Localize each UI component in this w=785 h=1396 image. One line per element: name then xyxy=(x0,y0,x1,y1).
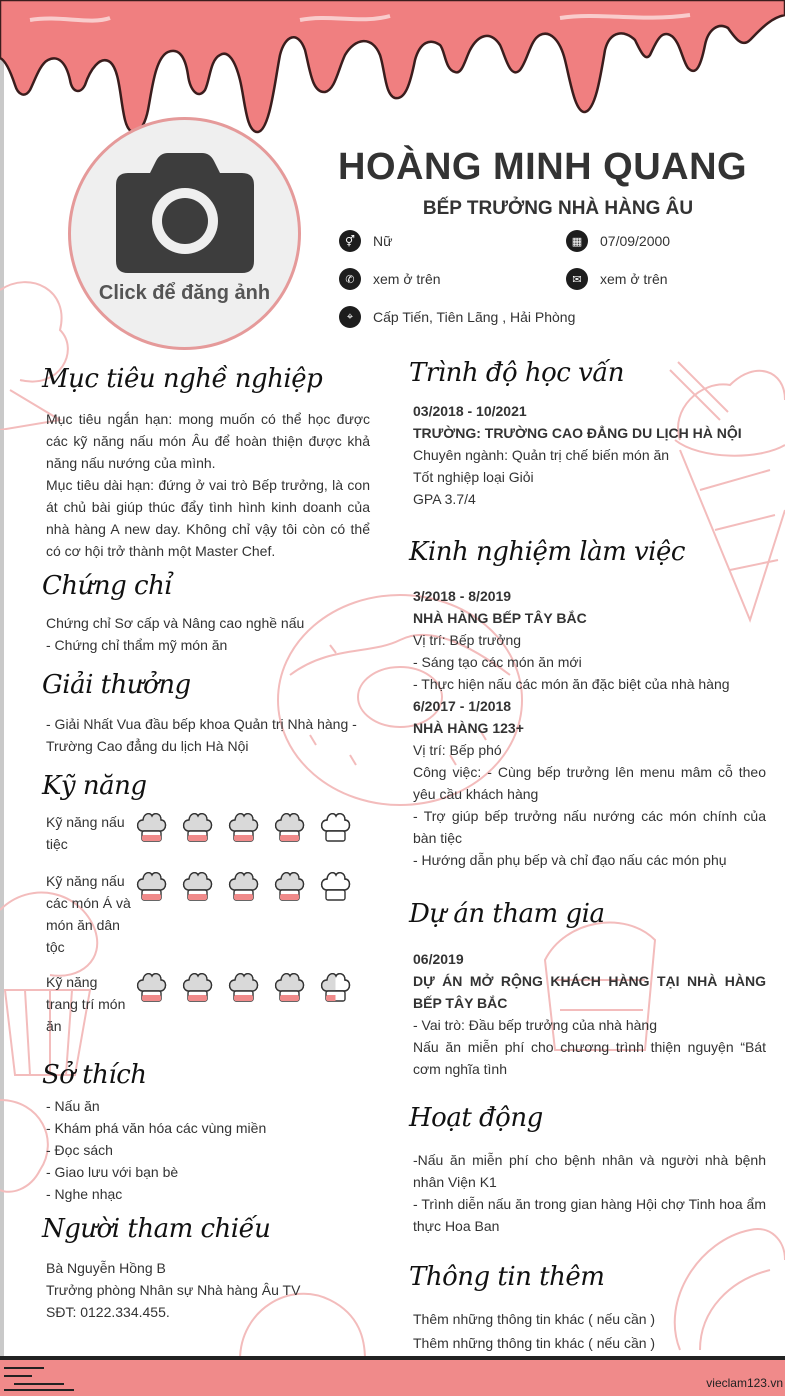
education-school: TRƯỜNG: TRƯỜNG CAO ĐẲNG DU LỊCH HÀ NỘI xyxy=(413,425,742,441)
project-period: 06/2019 xyxy=(413,951,464,967)
education-period: 03/2018 - 10/2021 xyxy=(413,403,527,419)
phone-icon: ✆ xyxy=(339,268,361,290)
hobby-line: - Khám phá văn hóa các vùng miền xyxy=(46,1120,267,1136)
extra-text xyxy=(413,1308,766,1354)
job-title: BẾP TRƯỞNG NHÀ HÀNG ÂU xyxy=(422,198,694,219)
chef-hat-icon xyxy=(274,811,305,843)
gender-value: Nữ xyxy=(373,233,393,249)
education-text xyxy=(413,400,766,510)
chef-hat-icon xyxy=(182,811,213,843)
reference-line: Trưởng phòng Nhân sự Nhà hàng Âu TV xyxy=(46,1282,301,1298)
job-line: - Thực hiện nấu các món ăn đặc biệt của nhà hàng xyxy=(413,676,730,692)
top-drip-decoration xyxy=(0,0,785,150)
chef-hat-icon xyxy=(182,971,213,1003)
chef-hat-icon xyxy=(274,870,305,902)
job-company: NHÀ HÀNG BẾP TÂY BẮC xyxy=(413,610,587,626)
skill-rating xyxy=(136,811,351,843)
extra-heading: Thông tin thêm xyxy=(409,1262,605,1292)
references-text xyxy=(46,1257,370,1323)
reference-line: SĐT: 0122.334.455. xyxy=(46,1304,170,1320)
chef-hat-icon xyxy=(228,811,259,843)
project-title: DỰ ÁN MỞ RỘNG KHÁCH HÀNG TẠI NHÀ HÀNG BẾP TÂY BẮC xyxy=(413,973,766,1011)
extra-line: Thêm những thông tin khác ( nếu cần ) xyxy=(413,1311,656,1327)
footer-site[interactable]: vieclam123.vn xyxy=(706,1376,783,1390)
job-period: 6/2017 - 1/2018 xyxy=(413,698,512,714)
job-line: - Sáng tạo các món ăn mới xyxy=(413,654,582,670)
info-address xyxy=(339,306,575,328)
footer-bar xyxy=(0,1356,785,1396)
job-line: - Trợ giúp bếp trưởng nấu nướng các món chính của bàn tiệc xyxy=(413,808,766,846)
address-value: Cấp Tiến, Tiên Lãng , Hải Phòng xyxy=(373,309,576,325)
skill-rating xyxy=(136,971,351,1003)
references-heading: Người tham chiếu xyxy=(42,1214,271,1244)
education-line: Chuyên ngành: Quản trị chế biến món ăn xyxy=(413,447,670,463)
skill-label: Kỹ năng nấu các món Á và món ăn dân tộc xyxy=(46,873,131,955)
calendar-icon: ▦ xyxy=(566,230,588,252)
career-text xyxy=(46,408,370,562)
reference-line: Bà Nguyễn Hồng B xyxy=(46,1260,166,1276)
award-line: - Giải Nhất Vua đầu bếp khoa Quản trị Nhà hàng - Trường Cao đẳng du lịch Hà Nội xyxy=(46,716,357,754)
project-line: - Vai trò: Đầu bếp trưởng của nhà hàng xyxy=(413,1017,657,1033)
skill-label: Kỹ năng trang trí món ăn xyxy=(46,974,126,1034)
phone-value: xem ở trên xyxy=(373,271,441,287)
photo-upload-label: Click để đăng ảnh xyxy=(98,282,271,304)
skill-row xyxy=(46,870,356,960)
projects-text xyxy=(413,948,766,1080)
chef-hat-icon xyxy=(274,971,305,1003)
job-period: 3/2018 - 8/2019 xyxy=(413,588,512,604)
hobby-line: - Nấu ăn xyxy=(46,1098,100,1114)
projects-heading: Dự án tham gia xyxy=(409,899,605,929)
birthday-value: 07/09/2000 xyxy=(600,233,671,249)
gender-icon: ⚥ xyxy=(339,230,361,252)
hobby-line: - Nghe nhạc xyxy=(46,1186,123,1202)
chef-hat-icon xyxy=(228,870,259,902)
education-line: Tốt nghiệp loại Giỏi xyxy=(413,469,534,485)
skills-heading: Kỹ năng xyxy=(42,771,147,801)
chef-hat-icon xyxy=(320,811,351,843)
extra-line: Thêm những thông tin khác ( nếu cần ) xyxy=(413,1335,656,1351)
chef-hat-icon xyxy=(182,870,213,902)
education-line: GPA 3.7/4 xyxy=(413,491,476,507)
awards-text xyxy=(46,713,370,757)
info-gender xyxy=(339,230,392,252)
certificates-text xyxy=(46,612,370,656)
chef-hat-icon xyxy=(136,971,167,1003)
experience-heading: Kinh nghiệm làm việc xyxy=(409,537,685,567)
activity-line: -Nấu ăn miễn phí cho bệnh nhân và người nhà bệnh nhân Viện K1 xyxy=(413,1152,766,1190)
job-line: - Hướng dẫn phụ bếp và chỉ đạo nấu các món phụ xyxy=(413,852,727,868)
chef-hat-icon xyxy=(320,971,351,1003)
chef-hat-icon xyxy=(136,811,167,843)
candidate-name: HOÀNG MINH QUANG xyxy=(338,146,748,188)
page-left-edge xyxy=(0,0,4,1396)
hobby-line: - Đọc sách xyxy=(46,1142,113,1158)
job-line: Vị trí: Bếp trưởng xyxy=(413,632,522,648)
education-heading: Trình độ học vấn xyxy=(409,358,624,388)
job-line: Công việc: - Cùng bếp trưởng lên menu mâm cỗ theo yêu cầu khách hàng xyxy=(413,764,766,802)
hobbies-heading: Sở thích xyxy=(42,1060,147,1090)
profile-photo-placeholder[interactable] xyxy=(68,117,301,350)
skill-label: Kỹ năng nấu tiệc xyxy=(46,814,125,852)
awards-heading: Giải thưởng xyxy=(42,670,191,700)
chef-hat-icon xyxy=(320,870,351,902)
experience-text xyxy=(413,585,766,871)
job-line: Vị trí: Bếp phó xyxy=(413,742,502,758)
info-birthday xyxy=(566,230,670,252)
skill-row xyxy=(46,971,356,1041)
chef-hat-icon xyxy=(136,870,167,902)
job-company: NHÀ HÀNG 123+ xyxy=(413,720,524,736)
hobbies-text xyxy=(46,1095,370,1205)
activities-heading: Hoạt động xyxy=(409,1103,543,1133)
location-icon: ⌖ xyxy=(339,306,361,328)
skill-rating xyxy=(136,870,351,902)
skill-row xyxy=(46,811,356,861)
info-phone xyxy=(339,268,441,290)
info-email xyxy=(566,268,668,290)
email-icon: ✉ xyxy=(566,268,588,290)
footer-stripes-icon xyxy=(4,1362,84,1392)
career-line: Mục tiêu ngắn hạn: mong muốn có thể học được các kỹ năng nấu món Âu để hoàn thiện được khả năng nấu nướng của mình. xyxy=(46,411,370,471)
career-heading: Mục tiêu nghề nghiệp xyxy=(42,364,323,394)
activities-text xyxy=(413,1149,766,1237)
camera-icon xyxy=(116,153,254,273)
certificates-heading: Chứng chỉ xyxy=(42,571,173,601)
project-line: Nấu ăn miễn phí cho chương trình thiện nguyện “Bát cơm nghĩa tình xyxy=(413,1039,766,1077)
email-value: xem ở trên xyxy=(600,271,668,287)
activity-line: - Trình diễn nấu ăn trong gian hàng Hội chợ Tinh hoa ẩm thực Hoa Ban xyxy=(413,1196,766,1234)
certificate-line: - Chứng chỉ thẩm mỹ món ăn xyxy=(46,637,228,653)
hobby-line: - Giao lưu với bạn bè xyxy=(46,1164,179,1180)
chef-hat-icon xyxy=(228,971,259,1003)
certificate-line: Chứng chỉ Sơ cấp và Nâng cao nghề nấu xyxy=(46,615,305,631)
career-line: Mục tiêu dài hạn: đứng ở vai trò Bếp trưởng, là con át chủ bài giúp thúc đẩy tình hình kinh doanh của nhà hàng A new day. Không chỉ vậy tôi còn có thể có cơ hội trở thành một Master Chef. xyxy=(46,477,370,559)
